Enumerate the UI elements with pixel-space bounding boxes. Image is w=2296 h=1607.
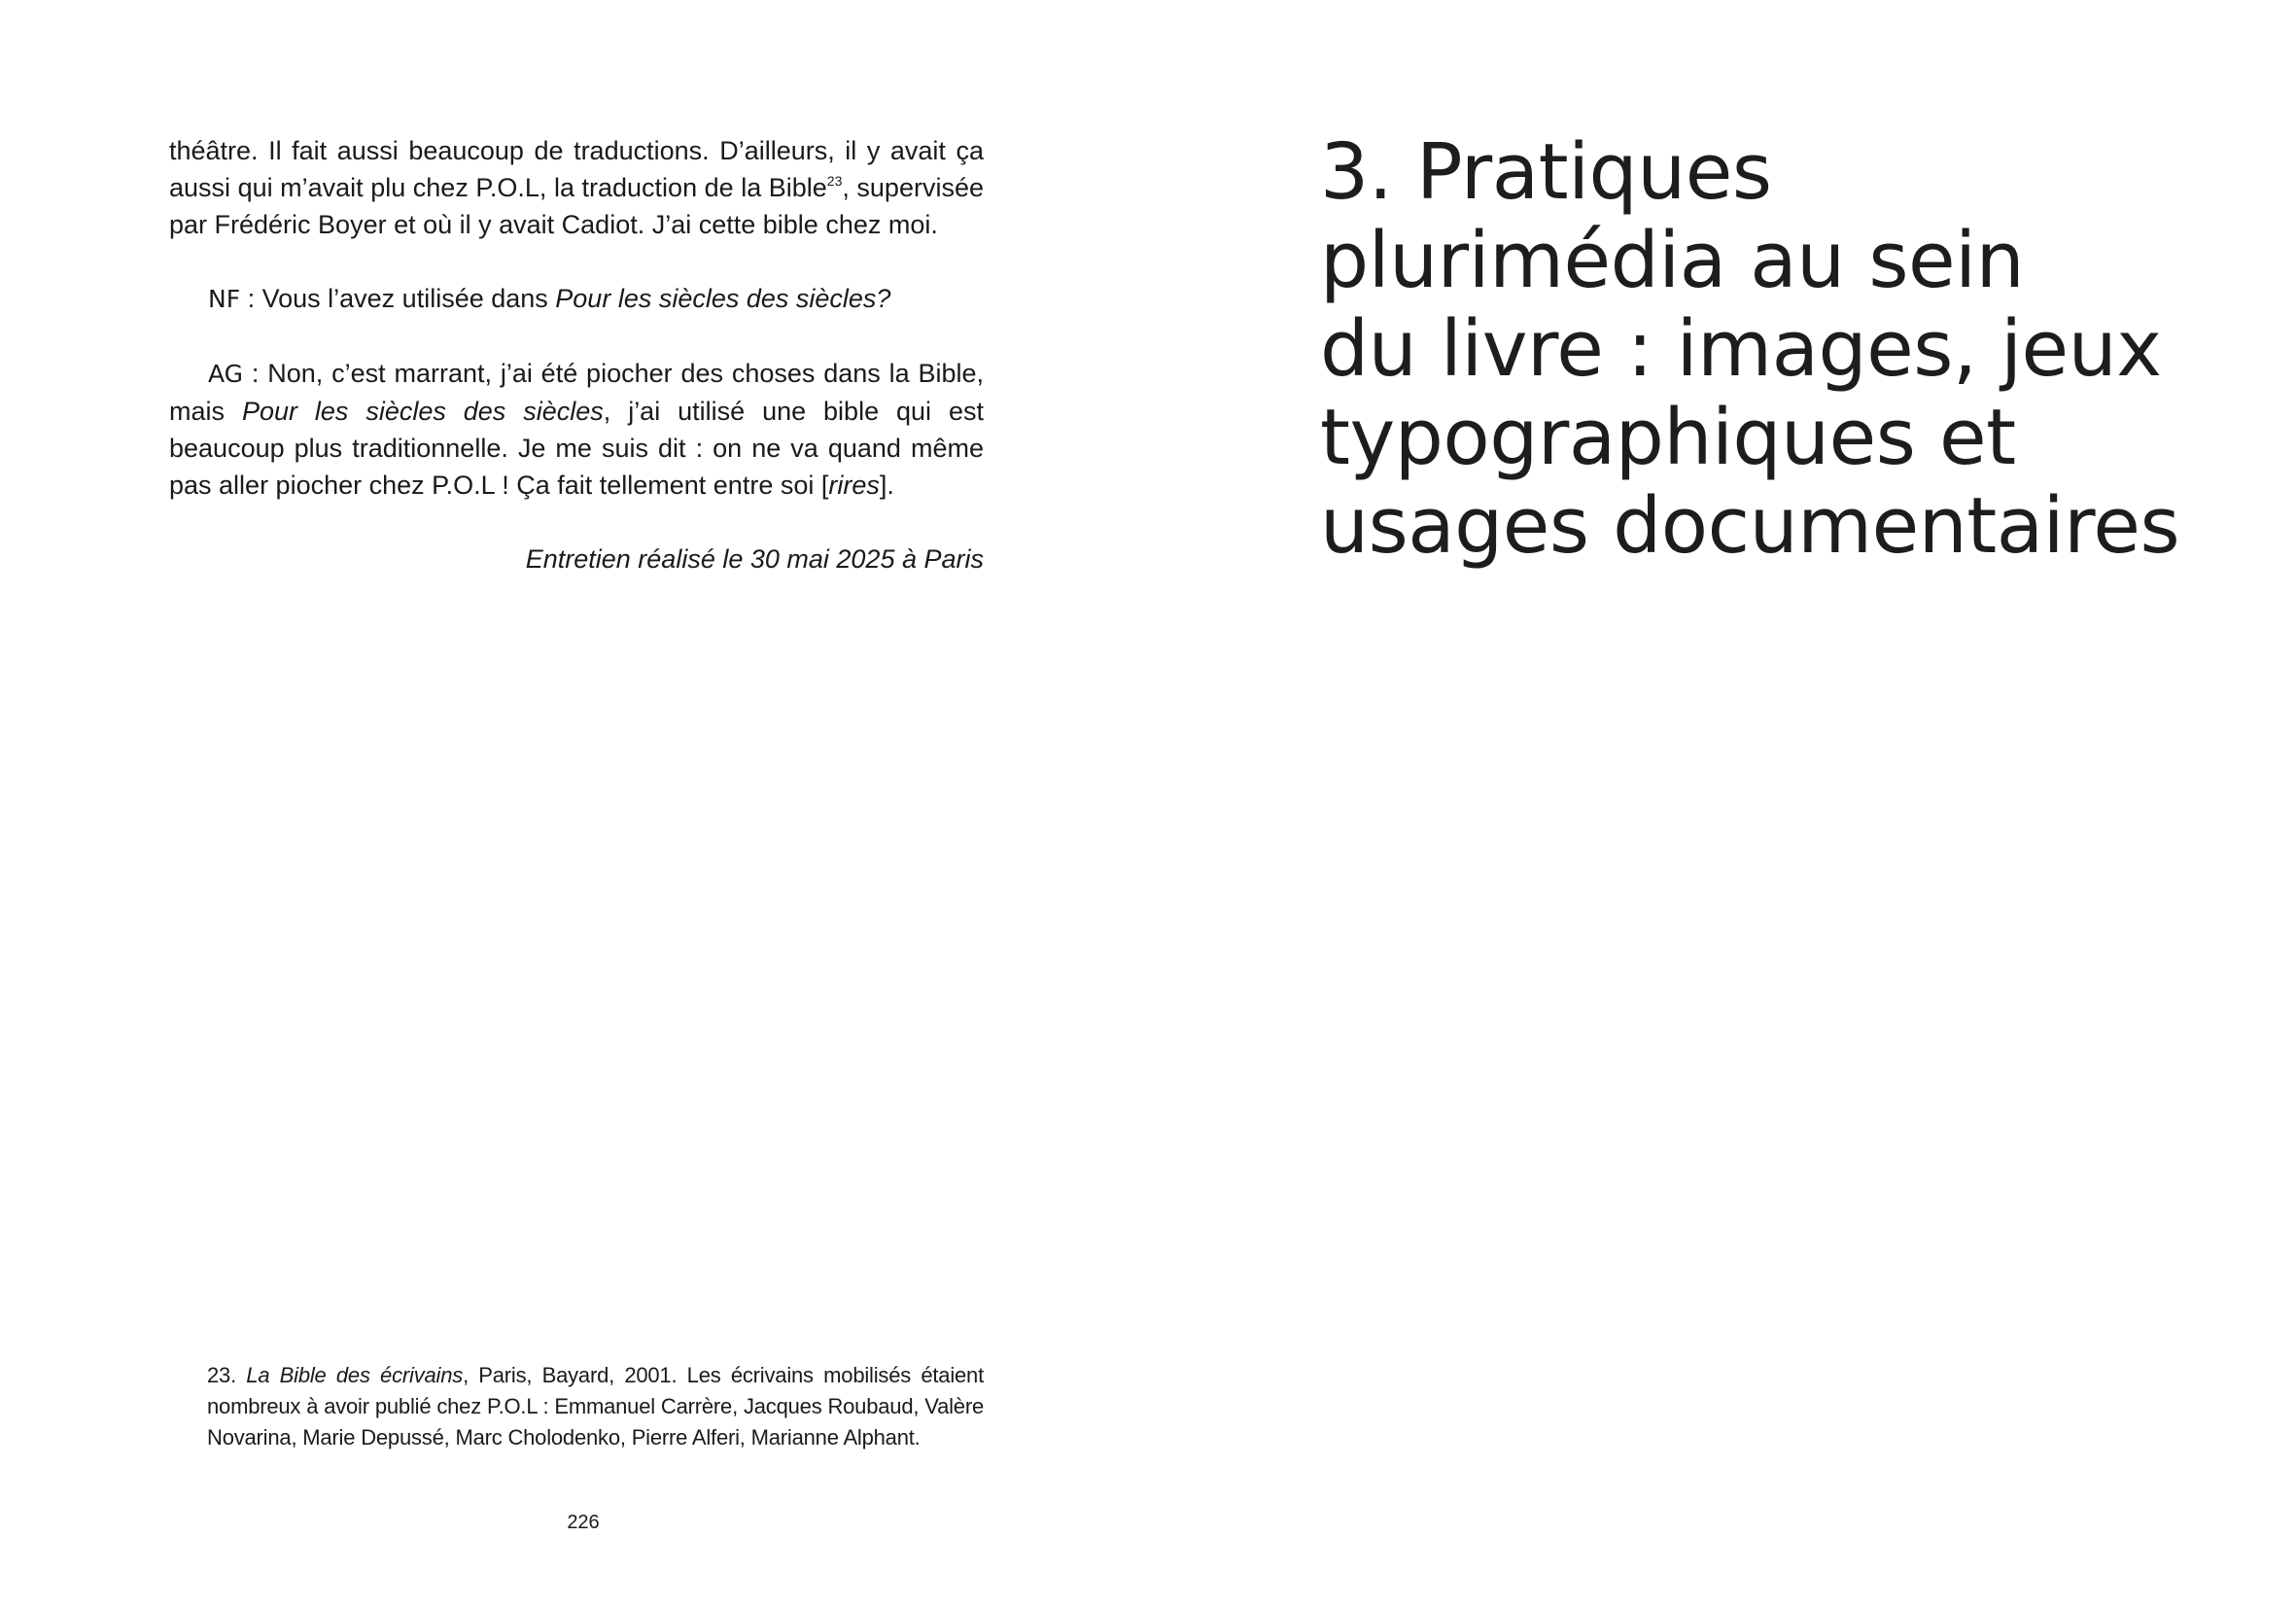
chapter-title-line: 3. Pratiques [1320, 127, 1772, 217]
answer-text-a: : Non, c’est marrant, j’ai été piocher des choses dans la Bible, mais [169, 359, 984, 426]
chapter-title-line: du livre : images, jeux [1320, 304, 2162, 394]
aside-italic: rires [828, 471, 880, 500]
paragraph-translations-text-b: , supervisée par Frédéric Boyer et où il y avait Cadiot. J’ai cette bible chez moi. [169, 173, 984, 239]
answer-text-b: , j’ai utilisé une bible qui est beaucoup plus traditionnelle. Je me suis dit : on ne va quand même pas aller piocher chez P.O.L ! Ça fait tellement entre soi [ [169, 397, 984, 500]
paragraph-question-nf [169, 280, 984, 318]
footnote-number: 23. [207, 1363, 247, 1387]
footnote-body: , Paris, Bayard, 2001. Les écrivains mobilisés étaient nombreux à avoir publié chez P.O.L : Emmanuel Carrère, Jacques Roubaud, Valère Novarina, Marie Depussé, Marc Cholodenko, Pierre Alferi, Marianne Alphant. [207, 1363, 985, 1450]
chapter-title-line: typographiques et [1320, 393, 2016, 482]
speaker-nf: NF [208, 285, 241, 313]
interview-signoff: Entretien réalisé le 30 mai 2025 à Paris [525, 544, 984, 574]
right-page [1148, 0, 2296, 1607]
paragraph-translations-text-a: théâtre. Il fait aussi beaucoup de traductions. D’ailleurs, il y avait ça aussi qui m’avait plu chez P.O.L, la traduction de la Bible [169, 136, 984, 202]
paragraph-translations [169, 132, 984, 243]
chapter-title [1320, 128, 2292, 571]
chapter-title-line: plurimédia au sein [1320, 216, 2025, 305]
footnote-title-italic: La Bible des écrivains [246, 1363, 464, 1387]
paragraph-answer-ag [169, 355, 984, 504]
footnote-reference[interactable]: 23 [826, 173, 843, 189]
answer-text-c: ]. [879, 471, 894, 500]
footnote-text [207, 1360, 984, 1453]
book-title-italic: Pour les siècles des siècles? [555, 284, 891, 313]
interview-body [169, 132, 984, 577]
chapter-title-line: usages documentaires [1320, 481, 2180, 571]
book-title-italic-answer: Pour les siècles des siècles [241, 397, 604, 426]
speaker-ag: AG [208, 360, 244, 388]
page-number: 226 [567, 1512, 600, 1533]
footnote-23 [207, 1360, 984, 1453]
question-text: : Vous l’avez utilisée dans [240, 284, 556, 313]
